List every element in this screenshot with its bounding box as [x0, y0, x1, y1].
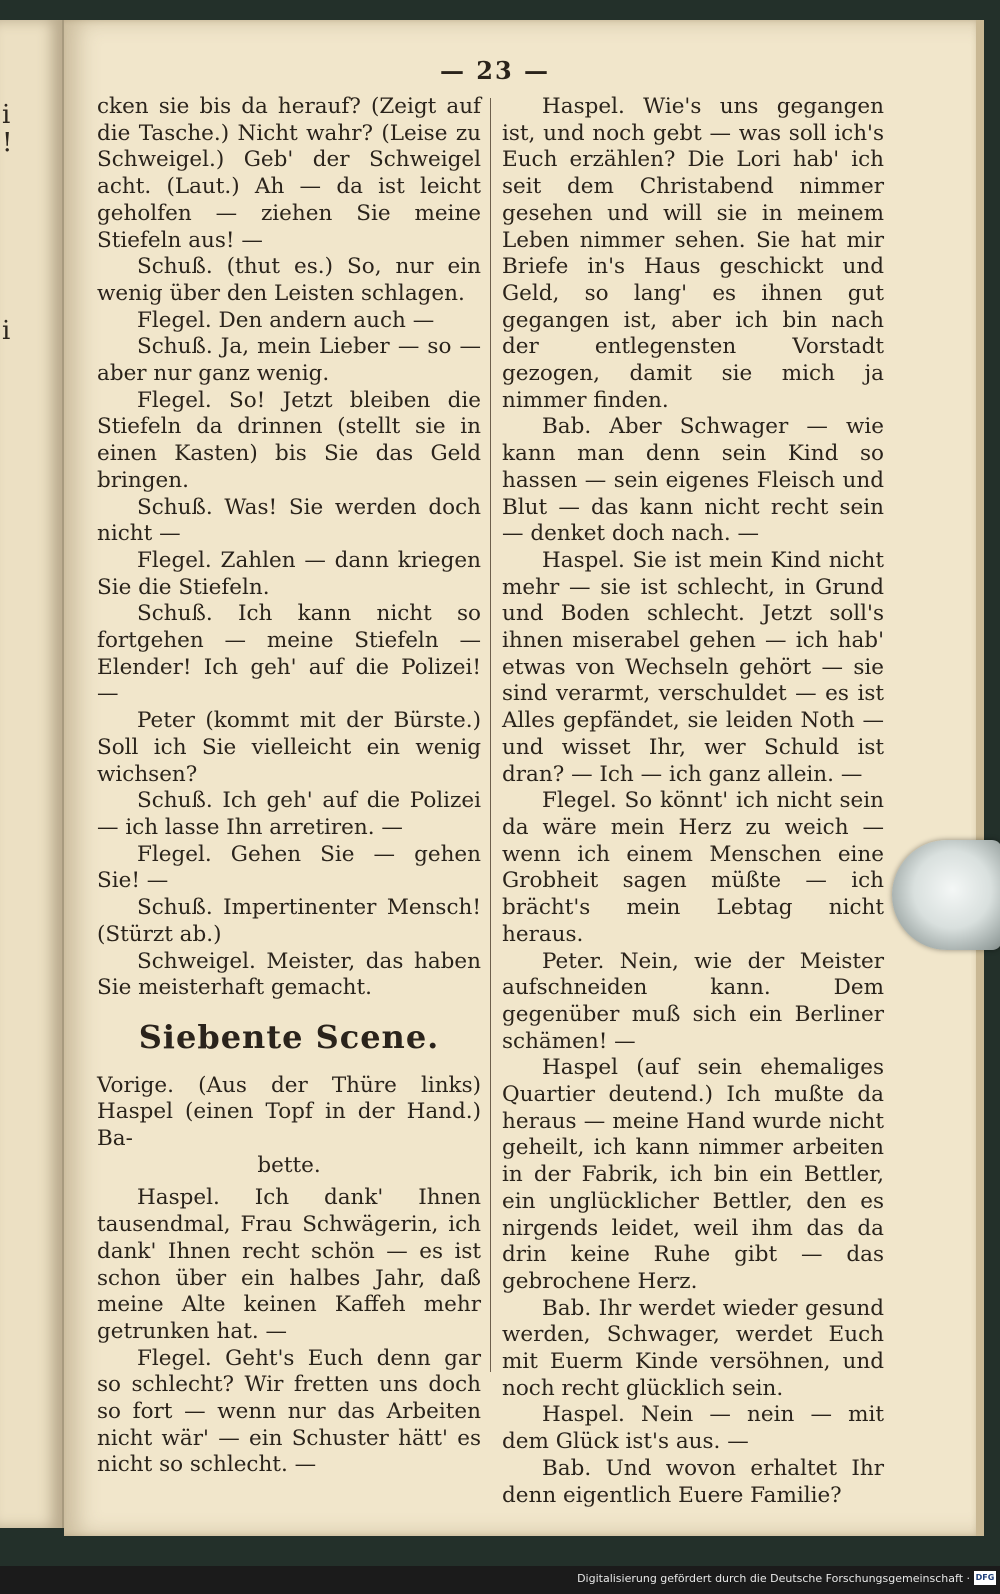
page-number: — 23 — — [439, 56, 551, 85]
paragraph: Flegel. So könnt' ich nicht sein da wäre mein Herz zu weich — wenn ich einem Menschen eine Grobheit sagen müßte — ich brächt's mein Lebtag nicht heraus. — [502, 788, 884, 947]
paragraph: Schuß. Ich geh' auf die Polizei — ich lasse Ihn arretiren. — — [97, 788, 481, 840]
paragraph: Peter (kommt mit der Bürste.) Soll ich Sie vielleicht ein wenig wichsen? — [97, 708, 481, 787]
paragraph: Flegel. Gehen Sie — gehen Sie! — — [97, 841, 481, 894]
column-divider — [490, 98, 491, 1372]
paragraph: Bab. Aber Schwager — wie kann man denn sein Kind so hassen — sein eigenes Fleisch und Blut — das kann nicht recht sein — denket doch nach. — — [502, 414, 884, 547]
scene-heading: Siebente Scene. — [138, 1017, 440, 1056]
paragraph: Schweigel. Meister, das haben Sie meisterhaft gemacht. — [97, 948, 481, 1001]
right-text-column — [502, 94, 884, 1509]
paragraph: Schuß. Was! Sie werden doch nicht — — [97, 494, 481, 547]
paragraph: Haspel. Wie's uns gegangen ist, und noch gebt — was soll ich's Euch erzählen? Die Lori hab' ich seit dem Christabend nimmer gesehen und will sie in meinem Leben nimmer sehen. Sie hat mir Briefe in's Haus geschickt und Geld, so lang' es ihnen gut gegangen ist, aber ich bin nach der entlegensten Vorstadt gezogen, damit sie mich ja nimmer finden. — [502, 94, 884, 413]
page-edge — [976, 20, 984, 1536]
paragraph: Schuß. Ich kann nicht so fortgehen — meine Stiefeln — Elender! Ich geh' auf die Polizei! — — [97, 601, 481, 707]
stage-direction: bette. — [257, 1152, 321, 1178]
digitization-credit: Digitalisierung gefördert durch die Deutsche Forschungsgemeinschaft · — [577, 1572, 970, 1585]
paragraph: Flegel. Zahlen — dann kriegen Sie die Stiefeln. — [97, 547, 481, 600]
paragraph: Flegel. Geht's Euch denn gar so schlecht? Wir fretten uns doch so fort — wenn nur das Arbeiten nicht wär' — ein Schuster hätt' es nicht so schlecht. — — [97, 1345, 481, 1478]
paragraph: Flegel. So! Jetzt bleiben die Stiefeln da drinnen (stellt sie in einen Kasten) bis Sie das Geld bringen. — [97, 387, 481, 493]
paragraph: Schuß. Ja, mein Lieber — so — aber nur ganz wenig. — [97, 334, 481, 387]
left-page-edge — [0, 20, 64, 1528]
paragraph: Bab. Und wovon erhaltet Ihr denn eigentlich Euere Familie? — [502, 1455, 884, 1508]
paragraph: Schuß. Impertinenter Mensch! (Stürzt ab.) — [97, 895, 481, 947]
paragraph: Haspel. Sie ist mein Kind nicht mehr — sie ist schlecht, in Grund und Boden schlecht. Jetzt soll's ihnen miserabel gehen — ich hab' etwas von Wechseln gehört — sie sind verarmt, verschuldet — es ist Alles gepfändet, sie leiden Noth — und wisset Ihr, wer Schuld ist dran? — Ich — ich ganz allein. — — [502, 547, 884, 787]
paragraph: Haspel. Nein — nein — mit dem Glück ist's aus. — — [502, 1402, 884, 1455]
paragraph: Bab. Ihr werdet wieder gesund werden, Schwager, werdet Euch mit Euerm Kinde versöhnen, und noch recht glücklich sein. — [502, 1295, 884, 1401]
page-clip-icon — [892, 840, 1000, 950]
left-page-fragment: ! — [2, 128, 13, 158]
left-page-fragment: i — [2, 316, 11, 346]
paragraph: Flegel. Den andern auch — — [137, 307, 435, 333]
paragraph: cken sie bis da herauf? (Zeigt auf die Tasche.) Nicht wahr? (Leise zu Schweigel.) Geb' der Schweigel acht. (Laut.) Ah — da ist leicht geholfen — ziehen Sie meine Stiefeln aus! — — [97, 94, 481, 253]
stage-direction: Vorige. (Aus der Thüre links) Haspel (einen Topf in der Hand.) Ba- — [97, 1072, 481, 1152]
paragraph: Peter. Nein, wie der Meister aufschneiden kann. Dem gegenüber muß sich ein Berliner schämen! — — [502, 948, 884, 1054]
paragraph: Haspel (auf sein ehemaliges Quartier deutend.) Ich mußte da heraus — meine Hand wurde nicht geheilt, ich kann nimmer arbeiten in der Fabrik, ich bin ein Bettler, ein unglücklicher Bettler, den es nirgends leidet, weil ihm das da drin keine Ruhe gibt — das gebrochene Herz. — [502, 1055, 884, 1294]
left-text-column — [97, 94, 481, 1479]
left-page-fragment: i — [2, 100, 11, 130]
paragraph: Haspel. Ich dank' Ihnen tausendmal, Frau Schwägerin, ich dank' Ihnen recht schön — es ist schon über ein halbes Jahr, daß meine Alte keinen Kaffeh mehr getrunken hat. — — [97, 1185, 481, 1344]
paragraph: Schuß. (thut es.) So, nur ein wenig über den Leisten schlagen. — [97, 254, 481, 306]
dfg-logo-icon: DFG — [974, 1571, 996, 1585]
